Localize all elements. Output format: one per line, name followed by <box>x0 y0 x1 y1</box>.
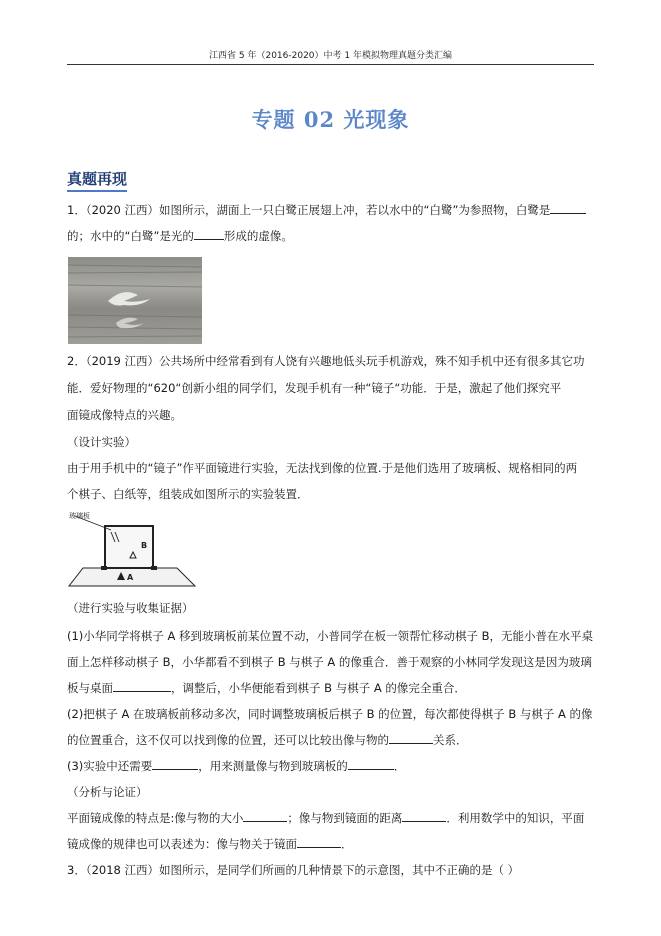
q2-a1-text-b: ；像与物到镜面的距离 <box>287 811 403 825</box>
q2-blank-6 <box>402 810 446 822</box>
q2-design-label: （设计实验） <box>67 435 136 449</box>
glass-plate-label: 玻璃板 <box>69 512 90 520</box>
q2-p3-text-c: ． <box>393 759 406 773</box>
q2-analysis-line-1 <box>67 810 584 826</box>
q2-p3-line <box>67 758 405 774</box>
q2-p1-line-2: 面上怎样移动棋子 B，小华都看不到棋子 B 与棋子 A 的像重合．善于观察的小林同学发现这是因为玻璃 <box>67 655 592 669</box>
chess-b-label: B <box>141 541 148 550</box>
q2-a1-text-a: 平面镜成像的特点是:像与物的大小 <box>67 811 244 825</box>
q2-blank-4 <box>348 758 394 770</box>
q2-line-1: 2．（2019 江西）公共场所中经常看到有人饶有兴趣地低头玩手机游戏，殊不知手机中还有很多其它功 <box>67 354 585 368</box>
q1-blank-2 <box>194 228 224 240</box>
chess-a-label: A <box>127 573 134 582</box>
q2-blank-1 <box>113 680 171 692</box>
glass-plate-diagram <box>67 510 197 590</box>
q2-p2-line-1: (2)把棋子 A 在玻璃板前移动多次，同时调整玻璃板后棋子 B 的位置，每次都使得棋子 B 与棋子 A 的像 <box>67 707 593 721</box>
q2-p1-line-1: (1)小华同学将棋子 A 移到玻璃板前某位置不动，小普同学在板一领帮忙移动棋子 B，无能小普在水平桌 <box>67 629 594 643</box>
q2-line-2: 能．爱好物理的“620“创新小组的同学们，发现手机有一种“镜子“功能．于是，激起了他们探究平 <box>67 381 562 395</box>
egret-photo <box>68 257 202 344</box>
page-header: 江西省 5 年（2016-2020）中考 1 年模拟物理真题分类汇编 <box>67 48 594 65</box>
q2-a2-text-b: ． <box>341 837 353 851</box>
q1-blank-1 <box>550 202 586 214</box>
q2-design-line-1: 由于用手机中的“镜子”作平面镜进行实验，无法找到像的位置.于是他们选用了玻璃板、规格相同的两 <box>67 461 578 475</box>
q2-a1-text-c: ．利用数学中的知识，平面 <box>446 811 585 825</box>
q1-line-1 <box>67 202 586 218</box>
q2-p2-text-a: 的位置重合，这不仅可以找到像的位置，还可以比较出像与物的 <box>67 733 389 747</box>
q2-a2-text-a: 镜成像的规律也可以表述为：像与物关于镜面 <box>67 837 297 851</box>
q2-p1-text-b: ，调整后，小华便能看到棋子 B 与棋子 A 的像完全重合． <box>171 681 466 695</box>
q2-p3-text-b: ，用来测量像与物到玻璃板的 <box>198 759 348 773</box>
q2-proceed-label: （进行实验与收集证据） <box>67 601 194 615</box>
q1-text-3: 形成的虚像。 <box>223 229 293 243</box>
q2-design-line-2: 个棋子、白纸等，组装成如图所示的实验装置． <box>67 487 309 501</box>
q2-p2-text-b: 关系． <box>433 733 468 747</box>
q2-p2-line-2 <box>67 732 468 748</box>
q2-p3-text-a: (3)实验中还需要 <box>67 759 153 773</box>
q2-blank-5 <box>243 810 287 822</box>
q2-blank-3 <box>152 758 198 770</box>
q1-text-2: 的；水中的“白鹭”是光的 <box>67 229 194 243</box>
q2-analysis-label: （分析与论证） <box>67 785 148 799</box>
q1-text-1: 1．（2020 江西）如图所示，湖面上一只白鹭正展翅上冲，若以水中的“白鹭”为参照物，白鹭是 <box>67 203 551 217</box>
q2-blank-7 <box>297 836 341 848</box>
q2-p1-text-a: 板与桌面 <box>67 681 113 695</box>
egret-photo-image <box>68 257 202 344</box>
section-heading: 真题再现 <box>67 168 127 192</box>
q2-line-3: 面镜成像特点的兴趣。 <box>67 408 182 422</box>
q2-blank-2 <box>389 732 433 744</box>
page-title: 专题 02 光现象 <box>251 107 410 132</box>
q3-line-1: 3．（2018 江西）如图所示，是同学们所画的几种情景下的示意图，其中不正确的是（ ） <box>67 863 520 877</box>
q1-line-2 <box>67 228 293 244</box>
q2-analysis-line-2 <box>67 836 353 852</box>
q2-p1-line-3 <box>67 680 466 696</box>
